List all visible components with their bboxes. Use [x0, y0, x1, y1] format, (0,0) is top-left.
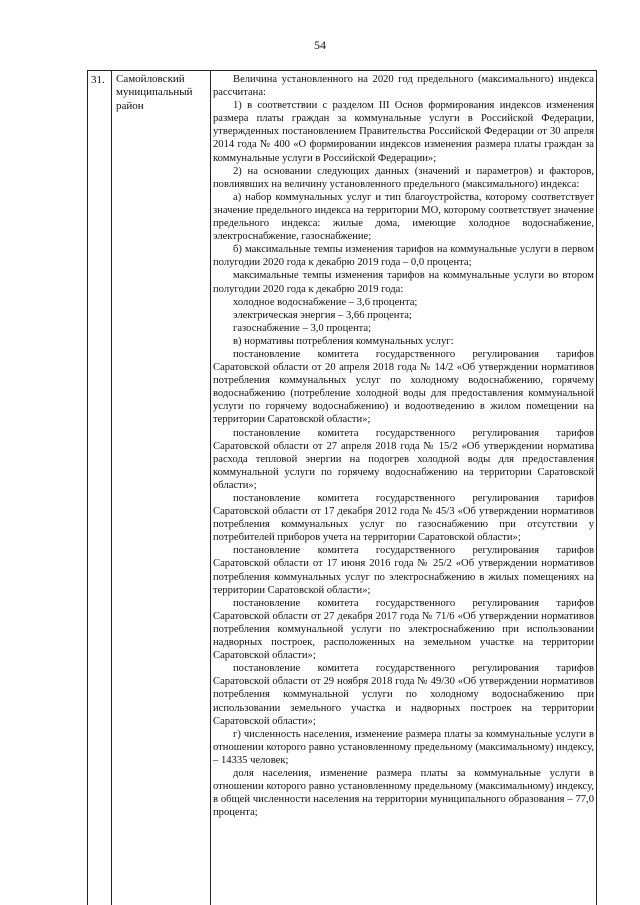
paragraph: г) численность населения, изменение размера платы за коммунальные услуги в отношении которого равно установленному предельному (максимальному) индексу, – 14335 человек;: [213, 728, 594, 766]
paragraph: Величина установленного на 2020 год предельного (максимального) индекса рассчитана:: [213, 74, 594, 99]
index-description: [211, 71, 596, 819]
paragraph: в) нормативы потребления коммунальных услуг:: [233, 335, 454, 347]
district-name-line: Самойловский: [116, 73, 185, 85]
district-name-line: район: [116, 99, 144, 112]
district-name-line: муниципальный: [116, 86, 193, 99]
row-number: 31.: [88, 71, 112, 905]
paragraph: газоснабжение – 3,0 процента;: [233, 322, 372, 334]
paragraph: холодное водоснабжение – 3,6 процента;: [233, 296, 418, 308]
paragraph: максимальные темпы изменения тарифов на коммунальные услуги во втором полугодии 2020 года к декабрю 2019 года:: [213, 270, 594, 295]
document-table: [87, 70, 597, 905]
paragraph: постановление комитета государственного регулирования тарифов Саратовской области от 27 декабря 2017 года № 71/6 «Об утверждении нормативов потребления коммунальной услуги по электроснабжению при использовании надворных построек, расположенных на земельном участке на территории Саратовской области»;: [213, 597, 594, 662]
paragraph: доля населения, изменение размера платы за коммунальные услуги в отношении которого равно установленному предельному (максимальному) индексу, в общей численности населения на территории муниципального образования – 77,0 процента;: [213, 767, 594, 819]
paragraph: постановление комитета государственного регулирования тарифов Саратовской области от 17 июня 2016 года № 25/2 «Об утверждении нормативов потребления коммунальных услуг по электроснабжению в жилых помещениях на территории Саратовской области»;: [213, 545, 594, 596]
page-number: 54: [314, 38, 326, 52]
district-name: [112, 71, 211, 905]
paragraph: б) максимальные темпы изменения тарифов на коммунальные услуги в первом полугодии 2020 года к декабрю 2019 года – 0,0 процента;: [213, 244, 594, 269]
paragraph: постановление комитета государственного регулирования тарифов Саратовской области от 27 апреля 2018 года № 15/2 «Об утверждении норматива расхода тепловой энергии на подогрев холодной воды для предоставления коммунальной услуги по горячему водоснабжению на территории Саратовской области»;: [213, 427, 594, 491]
paragraph: электрическая энергия – 3,66 процента;: [233, 309, 412, 321]
paragraph: постановление комитета государственного регулирования тарифов Саратовской области от 17 декабря 2012 года № 45/3 «Об утверждении нормативов потребления коммунальных услуг по газоснабжению при отсутствии у потребителей приборов учета на территории Саратовской области»;: [213, 493, 594, 544]
paragraph: а) набор коммунальных услуг и тип благоустройства, которому соответствует значение предельного индекса на территории МО, которому соответствует значение предельного индекса: жилые дома, имеющие холодное водоснабжение, электроснабжение, газоснабжение;: [213, 191, 594, 243]
paragraph: постановление комитета государственного регулирования тарифов Саратовской области от 29 ноября 2018 года № 49/30 «Об утверждении нормативов потребления коммунальной услуги по холодному водоснабжению при использовании земельного участка и надворных построек на территории Саратовской области»;: [213, 663, 594, 727]
paragraph: постановление комитета государственного регулирования тарифов Саратовской области от 20 апреля 2018 года № 14/2 «Об утверждении нормативов потребления коммунальных услуг по холодному водоснабжению, горячему водоснабжению (потребление холодной воды для предоставления коммунальной услуги по горячему водоснабжению) и водоотведению в жилом помещении на территории Саратовской области»;: [213, 348, 594, 426]
paragraph: 1) в соответствии с разделом III Основ формирования индексов изменения размера платы граждан за коммунальные услуги в Российской Федерации, утвержденных постановлением Правительства Российской Федерации от 30 апреля 2014 года № 400 «О формировании индексов изменения размера платы граждан за коммунальные услуги в Российской Федерации»;: [213, 100, 594, 164]
paragraph: 2) на основании следующих данных (значений и параметров) и факторов, повлиявших на величину установленного предельного (максимального) индекса:: [213, 165, 594, 190]
